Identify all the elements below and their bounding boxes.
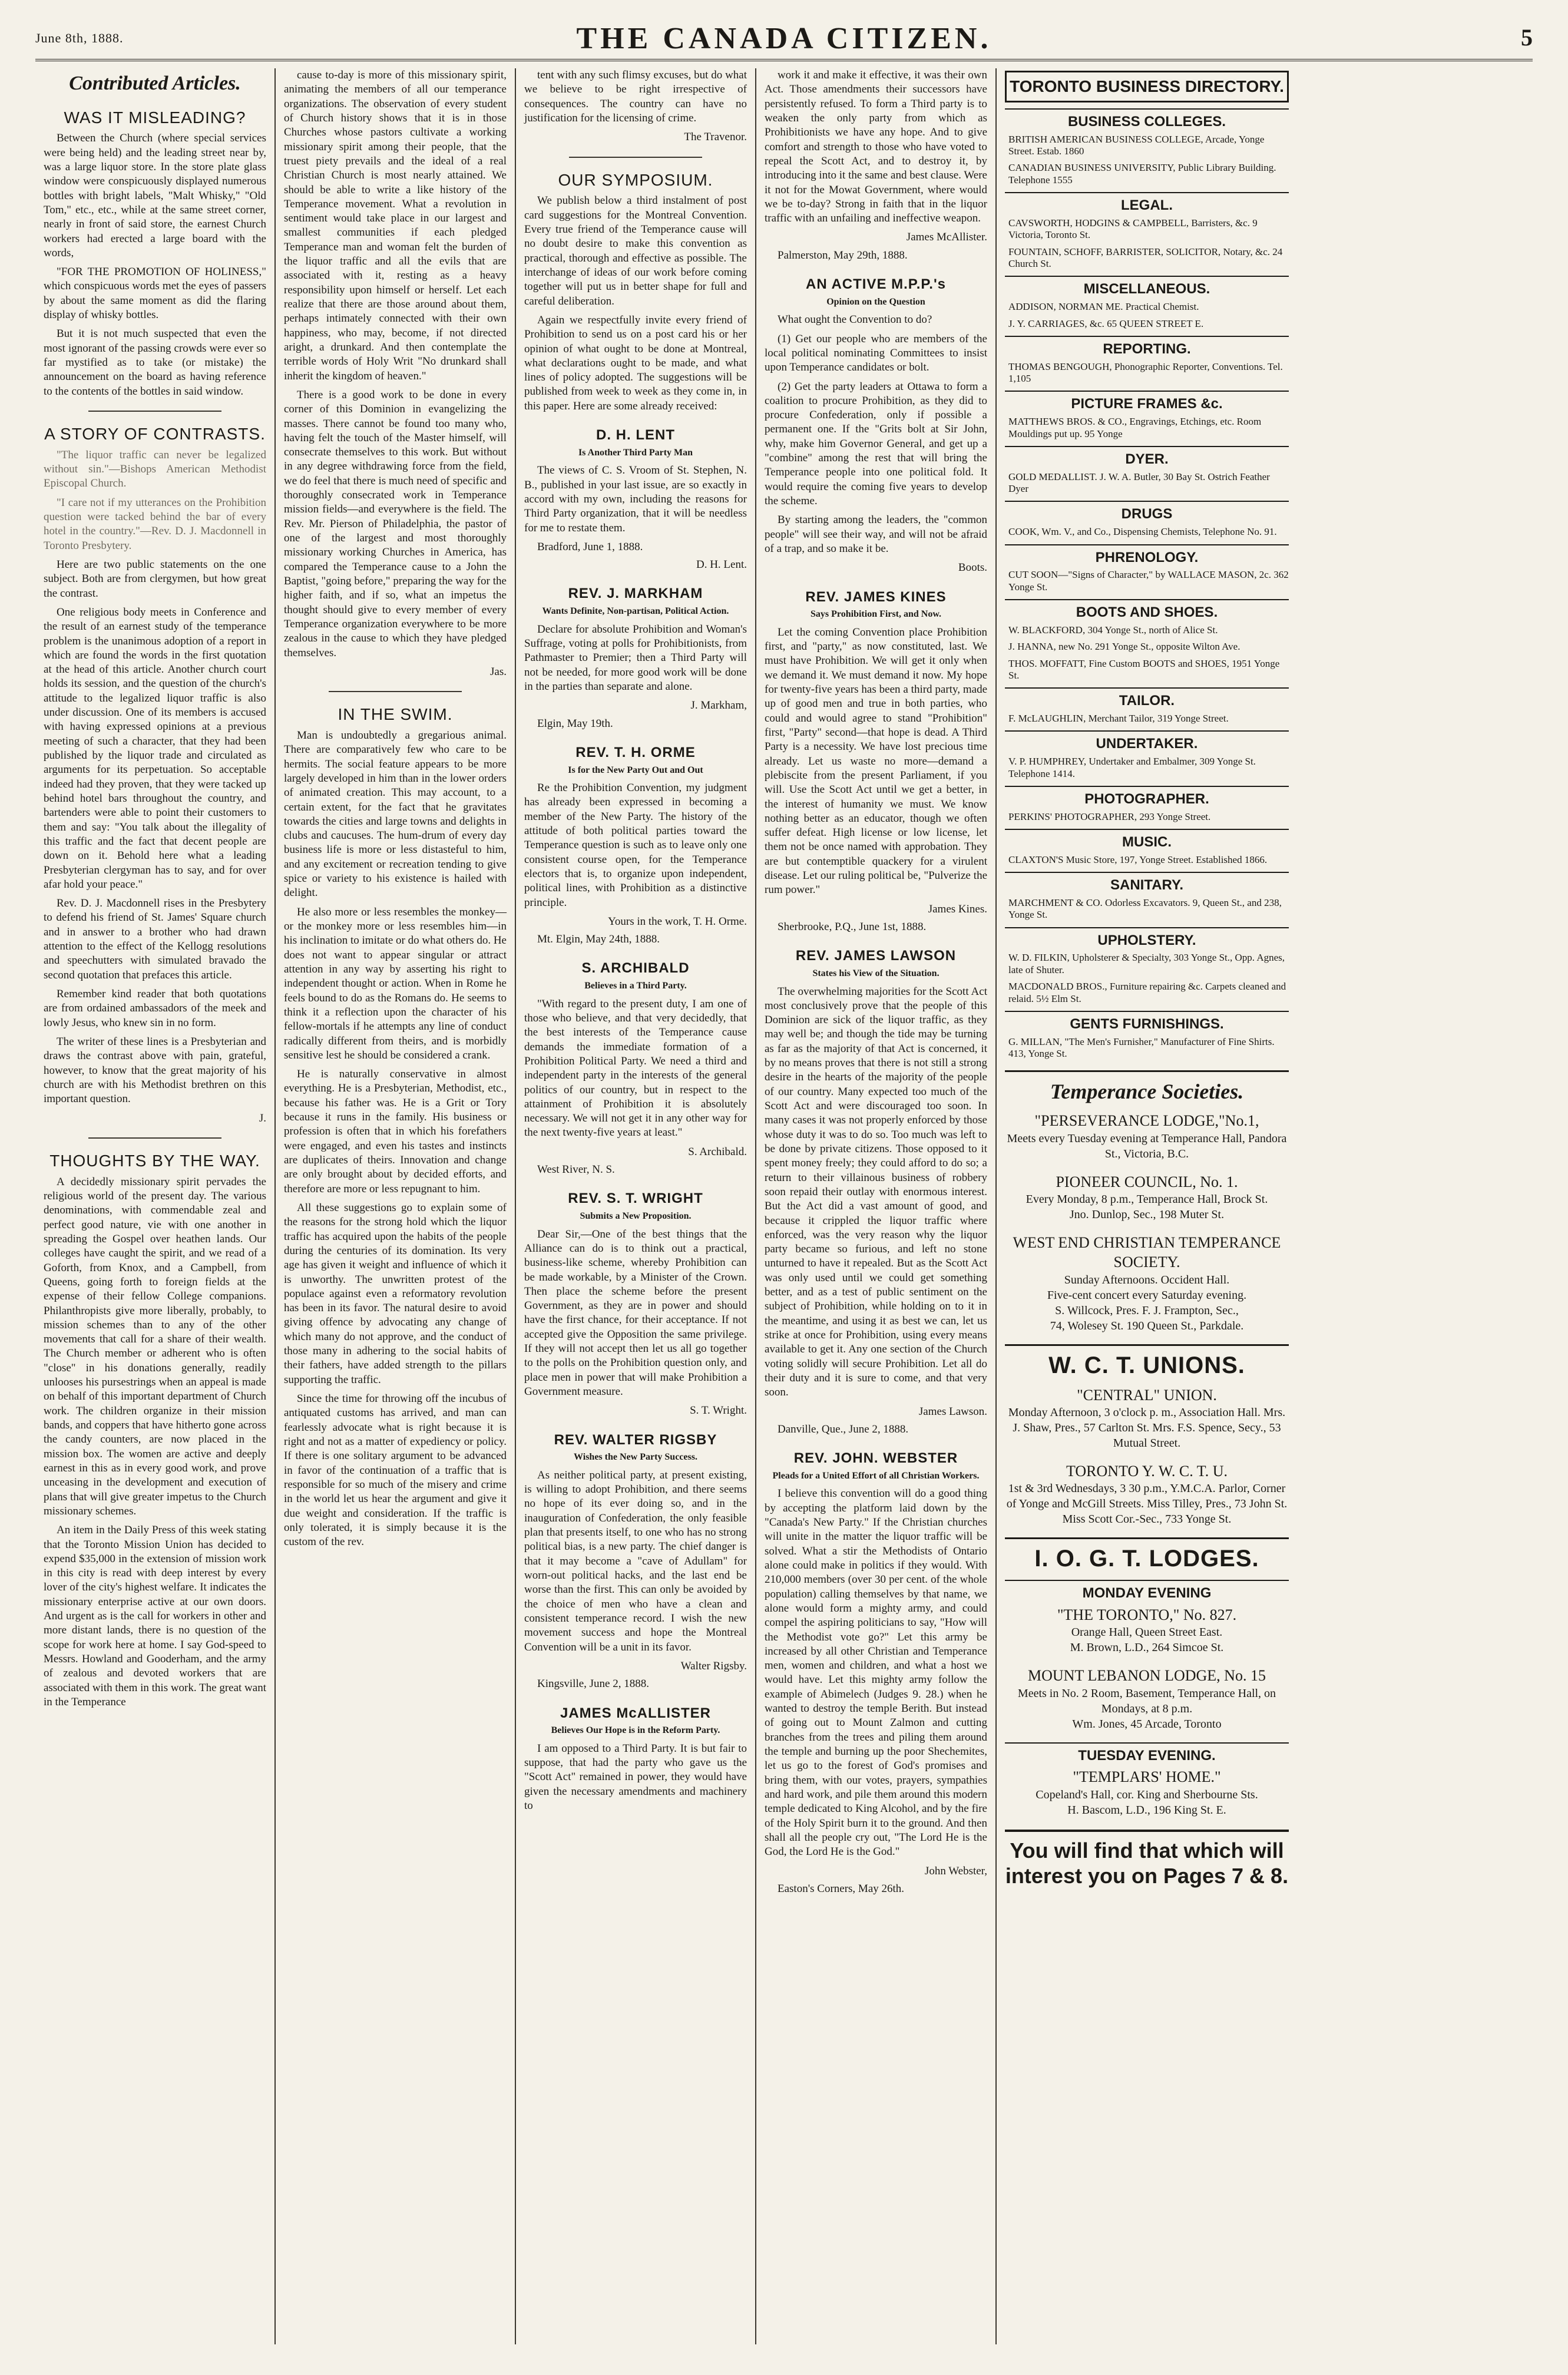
directory-entry: CAVSWORTH, HODGINS & CAMPBELL, Barristers, &c. 9 Victoria, Toronto St. bbox=[1008, 217, 1258, 241]
signature: James Kines. bbox=[928, 902, 987, 915]
monday-list bbox=[1005, 1605, 1289, 1732]
directory-entry: MACDONALD BROS., Furniture repairing &c. Carpets cleaned and relaid. 5½ Elm St. bbox=[1008, 981, 1286, 1004]
article-paragraph: "With regard to the present duty, I am one of those who believe, and that very decidedly, that the best interests of the Temperance cause demands the immediate formation of a Prohibition Political Party. We need a third and independent party in the interests of the general politics of our country, but in respect to the attainment of Prohibition it is absolutely necessary. We will not get it in any other way for the next twenty-five years at least." bbox=[524, 997, 747, 1139]
directory-sections bbox=[1005, 108, 1289, 1060]
signature: D. H. Lent. bbox=[696, 558, 747, 571]
directory-section-title: MISCELLANEOUS. bbox=[1005, 276, 1289, 299]
pages-advertisement: You will find that which will interest you on Pages 7 & 8. bbox=[1005, 1830, 1289, 1888]
contributor-name: REV. JAMES LAWSON bbox=[795, 948, 957, 964]
article-paragraph: A decidedly missionary spirit pervades the religious world of the present day. The various denominations, with commendable zeal and perfect good nature, vie with one another in spreading the Gospel over heathen lands. Our colleges have caught the spirit, and we read of a Goforth, from Knox, and a Campbell, from Queens, going forth to foreign fields at the expense of their fellow College companions. Philanthropists give more liberally, probably, to mission schemes than to any of the other movements that call for a share of their wealth. The Church member or adherent who is often "close" in his donations generally, readily unlooses his pursestrings when an appeal is made on behalf of this important department of Church work. The children organize in their mission bands, and coppers that have hitherto gone across the candy counters, are now placed in the mission box. The women are active and deeply earnest in this as in every good work, and prove unceasing in the development and execution of plans that will give greater impetus to the Church missionary schemes. bbox=[44, 1175, 266, 1517]
article-paragraph: Remember kind reader that both quotations are from ordained ambassadors of the meek and lowly Jesus, who knew sin in no form. bbox=[44, 988, 266, 1029]
article-paragraph: Rev. D. J. Macdonnell rises in the Presbytery to defend his friend of St. James' Square church and in answer to a brother who had drawn attention to the effect of the Kellogg resolutions and speechutters with simulated bravado the second quotation that prefaces this article. bbox=[44, 897, 266, 981]
directory-entry: J. Y. CARRIAGES, &c. 65 QUEEN STREET E. bbox=[1008, 317, 1204, 329]
page-number: 5 bbox=[1521, 24, 1533, 51]
directory-section-title: BOOTS AND SHOES. bbox=[1005, 599, 1289, 622]
directory-entry: CANADIAN BUSINESS UNIVERSITY, Public Library Building. Telephone 1555 bbox=[1008, 162, 1276, 186]
directory-section-title: TAILOR. bbox=[1005, 687, 1289, 710]
directory-section-title: MUSIC. bbox=[1005, 829, 1289, 852]
article-paragraph: "FOR THE PROMOTION OF HOLINESS," which conspicuous words met the eyes of passers by about the same moment as did the flaring display of whisky bottles. bbox=[44, 266, 266, 322]
article-title: WAS IT MISLEADING? bbox=[64, 108, 246, 127]
contributor-name: REV. J. MARKHAM bbox=[568, 586, 703, 602]
article-paragraph: He also more or less resembles the monkey—or the monkey more or less resembles him—in his inclination to imitate or do what others do. He does not want to appear singular or attract attention in any way by asserting his right to independent thought or action. When in Rome he feels bound to do as the Romans do. He seems to think it a reflection upon the character of his fellow-mortals if he attempts any line of conduct radically different from theirs, and is morbidly sensitive lest he should be considered a crank. bbox=[284, 905, 507, 1061]
article-paragraph: Again we respectfully invite every friend of Prohibition to send us on a post card his or her opinion of what ought to be done at Montreal, what declarations ought to be made, and what lines of policy adopted. The suggestions will be published from week to week as they come in, in this paper. Here are some already received: bbox=[524, 313, 747, 412]
contributor-subtitle: Wishes the New Party Success. bbox=[574, 1452, 697, 1463]
signature: James Lawson. bbox=[918, 1405, 987, 1418]
directory-entry: THOMAS BENGOUGH, Phonographic Reporter, Conventions. Tel. 1,105 bbox=[1008, 360, 1283, 384]
society-detail: Five-cent concert every Saturday evening. bbox=[1047, 1288, 1247, 1302]
directory-entry: THOS. MOFFATT, Fine Custom BOOTS and SHOES, 1951 Yonge St. bbox=[1008, 657, 1280, 681]
society-detail: Wm. Jones, 45 Arcade, Toronto bbox=[1072, 1717, 1222, 1731]
article-paragraph: Here are two public statements on the one subject. Both are from clergymen, but how great the contrast. bbox=[44, 558, 266, 600]
society-block bbox=[1005, 1111, 1289, 1161]
society-detail: Sunday Afternoons. Occident Hall. bbox=[1064, 1273, 1230, 1286]
directory-entry: CUT SOON—"Signs of Character," by WALLACE MASON, 2c. 362 Yonge St. bbox=[1008, 569, 1289, 593]
masthead bbox=[35, 18, 1533, 61]
signature: James McAllister. bbox=[906, 231, 987, 244]
dateline: Elgin, May 19th. bbox=[537, 717, 613, 730]
newspaper-title: THE CANADA CITIZEN. bbox=[576, 22, 992, 55]
section-header: Contributed Articles. bbox=[69, 72, 241, 94]
article-paragraph: Re the Prohibition Convention, my judgment has already been expressed in becoming a member of the New Party. The history of the attitude of both political parties toward the Temperance question is such as to leave only one consistent course open, for the Temperance electors that is, to organize upon independent, political lines, with Prohibition as a distinctive principle. bbox=[524, 782, 747, 909]
society-block bbox=[1005, 1172, 1289, 1222]
directory-entry: W. BLACKFORD, 304 Yonge St., north of Alice St. bbox=[1008, 624, 1218, 636]
article-title: OUR SYMPOSIUM. bbox=[558, 170, 713, 189]
tuesday-list bbox=[1005, 1767, 1289, 1817]
contributor-subtitle: Says Prohibition First, and Now. bbox=[811, 609, 941, 620]
article-title: A STORY OF CONTRASTS. bbox=[44, 424, 266, 443]
contributor-name: S. ARCHIBALD bbox=[581, 960, 690, 977]
society-name: MOUNT LEBANON LODGE, No. 15 bbox=[1028, 1667, 1266, 1685]
directory-entry: MATTHEWS BROS. & CO., Engravings, Etchings, etc. Room Mouldings put up. 95 Yonge bbox=[1008, 416, 1262, 439]
contributor-subtitle: Submits a New Proposition. bbox=[580, 1211, 692, 1222]
society-name: WEST END CHRISTIAN TEMPERANCE SOCIETY. bbox=[1013, 1234, 1281, 1271]
contributor-name: D. H. LENT bbox=[596, 427, 675, 444]
directory-section-title: BUSINESS COLLEGES. bbox=[1005, 108, 1289, 131]
contributor-name: AN ACTIVE M.P.P.'s bbox=[806, 276, 946, 293]
article-paragraph: tent with any such flimsy excuses, but do what we believe to be right irrespective of consequences. The country can have no justification for the licensing of crime. bbox=[524, 69, 747, 124]
article-title: THOUGHTS BY THE WAY. bbox=[49, 1151, 260, 1170]
directory-entry: G. MILLAN, "The Men's Furnisher," Manufacturer of Fine Shirts. 413, Yonge St. bbox=[1008, 1036, 1275, 1059]
column-2 bbox=[276, 68, 516, 2344]
article-paragraph: The views of C. S. Vroom of St. Stephen, N. B., published in your last issue, are so exactly in accord with my own, including the reasons for Third Party organization, that it will be needless for me to restate them. bbox=[524, 464, 747, 534]
contributor-subtitle: Pleads for a United Effort of all Christian Workers. bbox=[772, 1470, 980, 1481]
dateline: Kingsville, June 2, 1888. bbox=[537, 1678, 649, 1691]
directory-entry: W. D. FILKIN, Upholsterer & Specialty, 303 Yonge St., Opp. Agnes, late of Shuter. bbox=[1008, 952, 1285, 975]
contributor-subtitle: Opinion on the Question bbox=[826, 296, 925, 307]
dateline: Easton's Corners, May 26th. bbox=[778, 1882, 905, 1895]
article-paragraph: There is a good work to be done in every corner of this Dominion in evangelizing the masses. There cannot be found too many who, having felt the touch of the Master himself, will consecrate themselves to this work. But without in any degree withdrawing force from the field, we do feel that there is much need of specific and thoroughly consecrated work in Temperance mission fields—and everywhere is the field. The Rev. Mr. Pierson of Philadelphia, the pastor of one of the largest and most thoroughly missionary working Churches in America, has compared the Temperance cause to a John the Baptist, "going before," preparing the way for the higher faith, and if so, what an impetus the thought should give to every member of every Temperance organization everywhere to be more zealous in the cause to which they have pledged themselves. bbox=[284, 388, 507, 659]
signature: The Travenor. bbox=[684, 131, 747, 144]
article-paragraph: I believe this convention will do a good thing by accepting the platform laid down by the "Canada's New Party." If the Christian churches will unite in the matter the liquor traffic will be solved. What a stir the Methodists of Ontario alone could make in politics if they would. With 210,000 members (over 30 per cent. of the whole population) calling themselves by that name, we alone would form a mighty army, and could compel the aspiring politicians to say, "How will the Methodist vote go?" Let this army be increased by all other Christian and Temperance men, women and children, and what a host we would have. Let this mighty army follow the example of Abimelech (Judges 9. 28.) when he wanted to destroy the temple Berith. But instead of going out to Mount Zalmon and cutting branches from the trees and piling them around the temple and burning up the poor Shechemites, let us go to the forest of God's promises and bring them, with our votes, prayers, sympathies and hard work, and pile them around this modern temple dedicated to King Alcohol, and by the fire of the Holy Spirit burn it to the ground. And then shall all the people cry out, "The Lord He is the God, the Lord He is the God." bbox=[765, 1487, 987, 1858]
tuesday-header: TUESDAY EVENING. bbox=[1005, 1742, 1289, 1765]
dateline: Sherbrooke, P.Q., June 1st, 1888. bbox=[778, 921, 927, 933]
contributor-name: REV. JAMES KINES bbox=[805, 588, 947, 605]
issue-date: June 8th, 1888. bbox=[35, 31, 124, 45]
monday-header: MONDAY EVENING bbox=[1005, 1580, 1289, 1603]
dateline: Bradford, June 1, 1888. bbox=[537, 540, 643, 553]
directory-section-title: PHRENOLOGY. bbox=[1005, 544, 1289, 567]
article-paragraph: I am opposed to a Third Party. It is but fair to suppose, that had the party who gave us the "Scott Act" remained in power, they would have given the necessary amendments and machinery to bbox=[524, 1742, 747, 1812]
society-name: "CENTRAL" UNION. bbox=[1077, 1386, 1217, 1404]
column-4 bbox=[756, 68, 997, 2344]
society-detail: 74, Wolesey St. 190 Queen St., Parkdale. bbox=[1050, 1319, 1244, 1332]
directory-entry: MARCHMENT & CO. Odorless Excavators. 9, Queen St., and 238, Yonge St. bbox=[1008, 897, 1282, 921]
directory-entry: V. P. HUMPHREY, Undertaker and Embalmer, 309 Yonge St. Telephone 1414. bbox=[1008, 756, 1256, 779]
directory-entry: COOK, Wm. V., and Co., Dispensing Chemists, Telephone No. 91. bbox=[1008, 526, 1277, 538]
society-block bbox=[1005, 1233, 1289, 1334]
contributor-name: REV. WALTER RIGSBY bbox=[554, 1431, 717, 1448]
society-block bbox=[1005, 1666, 1289, 1731]
directory-entry: FOUNTAIN, SCHOFF, BARRISTER, SOLICITOR, Notary, &c. 24 Church St. bbox=[1008, 246, 1283, 269]
society-block bbox=[1005, 1385, 1289, 1451]
contributor-subtitle: Is for the New Party Out and Out bbox=[568, 765, 703, 775]
society-block bbox=[1005, 1461, 1289, 1527]
signature: J. bbox=[259, 1112, 266, 1124]
society-name: PIONEER COUNCIL, No. 1. bbox=[1056, 1173, 1238, 1190]
contributor-subtitle: Believes Our Hope is in the Reform Party. bbox=[551, 1725, 720, 1736]
article-paragraph: By starting among the leaders, the "common people" will see their way, and will not be afraid of a trap, and so make it be. bbox=[765, 514, 987, 555]
directory-entry: ADDISON, NORMAN ME. Practical Chemist. bbox=[1008, 301, 1199, 313]
wctu-header: W. C. T. UNIONS. bbox=[1005, 1344, 1289, 1381]
article-paragraph: Declare for absolute Prohibition and Woman's Suffrage, voting at polls for Prohibitionists, from Pathmaster to Premier; then a Third Party will not be needed, for more good work will be done in the parties than separate and alone. bbox=[524, 623, 747, 693]
society-detail: Orange Hall, Queen Street East. bbox=[1071, 1626, 1223, 1639]
society-detail: Meets every Tuesday evening at Temperance Hall, Pandora St., Victoria, B.C. bbox=[1007, 1132, 1287, 1160]
contributor-subtitle: Believes in a Third Party. bbox=[584, 981, 687, 991]
society-name: TORONTO Y. W. C. T. U. bbox=[1066, 1462, 1228, 1480]
directory-section-title: LEGAL. bbox=[1005, 192, 1289, 215]
article-paragraph: We publish below a third instalment of post card suggestions for the Montreal Convention. Every true friend of the Temperance cause will no doubt desire to make this convention as practical, thorough and effective as possible. The interchange of ideas of our work before coming together will put us in better shape for full and careful deliberation. bbox=[524, 194, 747, 307]
divider bbox=[88, 1137, 222, 1139]
signature: S. T. Wright. bbox=[690, 1404, 747, 1417]
signature: Walter Rigsby. bbox=[680, 1659, 747, 1672]
article-paragraph: As neither political party, at present existing, is willing to adopt Prohibition, and there seems no hope of its ever doing so, and in the inauguration of Confederation, the only feasible plan that presents itself, to one who has no strong political bias, is a new party. The chief danger is that it may become a "cave of Adullam" for worn-out political hacks, and the last end be worse than the first. This can only be avoided by the choice of men who have a clean and consistent temperance record. I wish the new movement success and hope the Montreal Convention will be a unit in its favor. bbox=[524, 1468, 747, 1653]
article-paragraph: (2) Get the party leaders at Ottawa to form a coalition to procure Prohibition, as they did to procure Confederation, only if possible a permanent one. If the "Grits bolt at Sir John, why, make him Governor General, and get up a "combine" among the rest that will bring the Temperance people into one political fold. It would require the coming five years to develop the scheme. bbox=[765, 380, 987, 507]
column-3 bbox=[516, 68, 756, 2344]
directory-entry: GOLD MEDALLIST. J. W. A. Butler, 30 Bay St. Ostrich Feather Dyer bbox=[1008, 471, 1270, 494]
article-paragraph: The writer of these lines is a Presbyterian and draws the contrast above with pain, grateful, however, to know that the great majority of his church are with his Methodist brethren on this important question. bbox=[44, 1035, 266, 1106]
dateline: Mt. Elgin, May 24th, 1888. bbox=[537, 933, 660, 946]
business-directory bbox=[997, 68, 1292, 2344]
article-paragraph: He is naturally conservative in almost everything. He is a Presbyterian, Methodist, etc., because his father was. He is a Grit or Tory because it runs in the family. His business or profession is often that in which his forefathers were engaged, and even his tastes and instincts are duplicates of theirs. Innovation and change are only brought about by decided efforts, and therefore are more or less repugnant to him. bbox=[284, 1068, 507, 1195]
society-detail: M. Brown, L.D., 264 Simcoe St. bbox=[1070, 1641, 1224, 1655]
society-detail: 1st & 3rd Wednesdays, 3 30 p.m., Y.M.C.A. Parlor, Corner of Yonge and McGill Streets. Miss Tilley, Pres., 73 John St. Miss Scott Cor.-Sec., 733 Yonge St. bbox=[1006, 1482, 1288, 1526]
society-name: "THE TORONTO," No. 827. bbox=[1057, 1606, 1237, 1624]
directory-title: TORONTO BUSINESS DIRECTORY. bbox=[1005, 71, 1289, 102]
directory-section-title: PHOTOGRAPHER. bbox=[1005, 786, 1289, 809]
society-name: "TEMPLARS' HOME." bbox=[1073, 1768, 1221, 1786]
society-name: "PERSEVERANCE LODGE,"No.1, bbox=[1034, 1112, 1259, 1130]
quotation-block: "I care not if my utterances on the Prohibition question were tacked behind the bar of every hotel in the country."—Rev. D. J. Macdonnell in Toronto Presbytery. bbox=[44, 496, 266, 552]
contributor-name: JAMES McALLISTER bbox=[560, 1705, 712, 1721]
dateline: Palmerston, May 29th, 1888. bbox=[778, 249, 908, 262]
signature: Boots. bbox=[958, 561, 987, 574]
divider bbox=[329, 691, 462, 692]
article-paragraph: work it and make it effective, it was their own Act. Those amendments their successors have persistently refused. To form a Third party is to weaken the only party from which as Prohibitionists we have any hope. And to give comfort and strength to those who have voted to repeal the Scott Act, and to destroy it, by introducing into it the same and best clause. Were it not for the Mowat Government, where would we be to-day? Strong in faith that in the liquor traffic with an unfailing and ineffective weapon. bbox=[765, 69, 987, 225]
divider bbox=[569, 157, 703, 158]
societies-list bbox=[1005, 1111, 1289, 1333]
article-paragraph: The overwhelming majorities for the Scott Act most conclusively prove that the people of this Dominion are sick of the liquor traffic, as they may well be; and though the tide may be turning as far as the majority of that Act is concerned, it by no means proves that there is not still a strong desire in the hearts of the majority of the people of our country. Many expected too much of the Scott Act and were discouraged too soon. In many cases it was not properly enforced by those whose duty it was to do so. Too much was left to be done by private citizens. Those opposed to it spent money freely; they could afford to do so; a return to their villainous business of robbery soon repaid their outlay with enormous interest. But the Act did a vast amount of good, and because it crippled the liquor traffic where enforced, was the very reason why the liquor party became so furious, and left no stone unturned to have it repealed. But as the Scott Act was only used until we could get something better, and as a test of public sentiment on the subject of Prohibition, while holding on to it in the meantime, and using it as best we can, let us strike at once for Prohibition, using every means available to get it. Any one section of the Church voting solidly will secure Prohibition. Let all do their duty and it is sure to come, and that very soon. bbox=[765, 985, 987, 1399]
directory-section-title: SANITARY. bbox=[1005, 872, 1289, 895]
signature: John Webster, bbox=[924, 1864, 987, 1877]
article-paragraph: What ought the Convention to do? bbox=[778, 313, 932, 326]
directory-section-title: UNDERTAKER. bbox=[1005, 730, 1289, 753]
society-detail: Meets in No. 2 Room, Basement, Temperance Hall, on Mondays, at 8 p.m. bbox=[1017, 1686, 1276, 1715]
signature: J. Markham, bbox=[690, 699, 747, 712]
signature: S. Archibald. bbox=[688, 1145, 747, 1158]
article-paragraph: Dear Sir,—One of the best things that the Alliance can do is to think out a practical, business-like scheme, whereby Prohibition can be made workable, by a Minister of the Crown. Then place the scheme before the present Government, as they are in power and should have the first chance, for their acceptance. If not accepted give the Opposition the same privilege. If they will not accept then let us all go together to the polls on the Prohibition question only, and place men in power that will make Prohibition a Government measure. bbox=[524, 1228, 747, 1398]
society-detail: Copeland's Hall, cor. King and Sherbourne Sts. bbox=[1036, 1788, 1258, 1801]
directory-section-title: DYER. bbox=[1005, 446, 1289, 469]
wctu-list bbox=[1005, 1385, 1289, 1527]
article-paragraph: An item in the Daily Press of this week stating that the Toronto Mission Union has decided to expend $35,000 in the extension of mission work in this city is read with deep interest by every lover of the city's highest welfare. It indicates the missionary enterprise active at our own doors. And urgent as is the call for workers in other and more distant lands, there is no question of the scope for work here at home. I say God-speed to Messrs. Howland and Gooderham, and the army of zealous and devoted workers that are associated with them in this work. The great want in the Temperance bbox=[44, 1524, 266, 1708]
directory-entry: PERKINS' PHOTOGRAPHER, 293 Yonge Street. bbox=[1008, 811, 1211, 822]
dateline: West River, N. S. bbox=[537, 1163, 615, 1176]
article-paragraph: Let the coming Convention place Prohibition first, and "party," as now constituted, last. We must have Prohibition. We will get it only when we demand it. We must demand it now. My hope for twenty-five years has been a third party, made up of good men and true in both parties, who could and would agree to stand "Prohibition" first, "Party" second—that hope is dead. A Third Party is a necessity. We have lost precious time already. Let us waste no more—demand a plebiscite from the present Parliament, if you will. Use the Scott Act until we get a better, in the interest of humanity we must. We know nothing better as an educator, though we often suffer defeat. High license or low license, let them not be once named with approbation. They are but contemptible quackery for a virulent disease. Let our ruling political be, "Pulverize the rum power." bbox=[765, 626, 987, 897]
contributor-subtitle: Wants Definite, Non-partisan, Political Action. bbox=[542, 606, 729, 617]
contributor-name: REV. S. T. WRIGHT bbox=[568, 1190, 703, 1207]
society-detail: Every Monday, 8 p.m., Temperance Hall, Brock St. bbox=[1026, 1193, 1268, 1206]
signature: Yours in the work, T. H. Orme. bbox=[608, 915, 747, 928]
contributor-subtitle: Is Another Third Party Man bbox=[578, 447, 693, 458]
article-paragraph: cause to-day is more of this missionary spirit, animating the members of all our temperance organizations. The observation of every student of Church history shows that it is in those Churches whose pastors cultivate a working missionary spirit among their people, that the truest piety prevails and the ideal of a real Christian Church is most nearly attained. We should be able to write a like history of the Temperance movement. What a revolution in sentiment would take place in our largest and smallest communities if each pledged Temperance man and woman felt the burden of the liquor traffic and all the evils that are associated with it, resting as a heavy responsibility upon himself or herself. Let each realize that there are those around about them, perhaps intimately connected with their own happiness, who may, become, if not directed aright, a drunkard. And then contemplate the terrible words of Holy Writ "No drunkard shall inherit the kingdom of heaven." bbox=[284, 69, 507, 382]
society-block bbox=[1005, 1767, 1289, 1817]
article-paragraph: Between the Church (where special services were being held) and the leading street near by, was a large liquor store. In the store plate glass window were conspicuously displayed numerous bottles with bright labels, "Malt Whisky," "Old Tom," etc., etc., while at the same street corner, nearly in front of said store, the earnest Church workers had erected a large board with the words, bbox=[44, 132, 266, 259]
society-detail: S. Willcock, Pres. F. J. Frampton, Sec., bbox=[1055, 1304, 1239, 1317]
directory-section-title: REPORTING. bbox=[1005, 336, 1289, 359]
directory-section-title: GENTS FURNISHINGS. bbox=[1005, 1011, 1289, 1034]
article-paragraph: Since the time for throwing off the incubus of antiquated customs has arrived, and man can fearlessly advocate what is right because it is right and not as a matter of expediency or policy. If there is one solitary argument to be advanced in favor of the continuation of a traffic that is responsible for so much of the misery and crime in the world let us hear the argument and give it due weight and consideration. If the traffic is only tolerated, it is simply because it is the custom of the rev. bbox=[284, 1392, 507, 1549]
article-title: IN THE SWIM. bbox=[338, 705, 453, 724]
dateline: Danville, Que., June 2, 1888. bbox=[778, 1423, 909, 1435]
directory-entry: CLAXTON'S Music Store, 197, Yonge Street. Established 1866. bbox=[1008, 854, 1268, 865]
contributor-name: REV. T. H. ORME bbox=[575, 744, 696, 760]
society-detail: Jno. Dunlop, Sec., 198 Muter St. bbox=[1069, 1208, 1225, 1221]
newspaper-page bbox=[35, 18, 1533, 2344]
article-paragraph: One religious body meets in Conference and the result of an earnest study of the temperance problem is the unanimous adoption of a report in which are found the words in the first quotation at the head of this article. Another church court holds its session, and the question of the church's attitude to the legalized liquor traffic is also under discussion. One of its members is accused with having expressed opinions at a previous meeting of such a character, that they had been published by the liquor trade and circulated as arguments for its perpetuation. So acceptable indeed had they proven, that they were tacked up behind hotel bars throughout the country, and bartenders were able to point their customers to them and say: "You talk about the illegality of this traffic and the fact that decent people are down on it. Behold here what a leading Presbyterian clergyman has to say, and for over afar hold your peace." bbox=[44, 606, 266, 891]
society-block bbox=[1005, 1605, 1289, 1655]
column-1 bbox=[35, 68, 276, 2344]
article-paragraph: But it is not much suspected that even the most ignorant of the passing crowds were ever so far mystified as to take (or mistake) the announcement on the board as having reference to the contents of the bottles in said window. bbox=[44, 328, 266, 398]
columns bbox=[35, 68, 1533, 2344]
directory-section-title: PICTURE FRAMES &c. bbox=[1005, 391, 1289, 414]
directory-section-title: DRUGS bbox=[1005, 501, 1289, 524]
signature: Jas. bbox=[490, 665, 507, 678]
contributor-name: REV. JOHN. WEBSTER bbox=[793, 1450, 958, 1467]
society-detail: H. Bascom, L.D., 196 King St. E. bbox=[1067, 1803, 1226, 1817]
contributor-subtitle: States his View of the Situation. bbox=[812, 968, 940, 979]
article-paragraph: All these suggestions go to explain some of the reasons for the strong hold which the liquor traffic has acquired upon the habits of the people during the centuries of its domination. Its very age has given it weight and influence of which it is unworthy. The unwritten protest of the populace against even a reformatory revolution has been in its favor. The natural desire to avoid giving offence by advocating any change of which many do not approve, and the conduct of those many in adhering to the social habits of their fathers, have added strength to the pillars supporting the traffic. bbox=[284, 1201, 507, 1386]
divider bbox=[88, 411, 222, 412]
directory-entry: J. HANNA, new No. 291 Yonge St., opposite Wilton Ave. bbox=[1008, 641, 1240, 653]
directory-section-title: UPHOLSTERY. bbox=[1005, 927, 1289, 950]
directory-entry: BRITISH AMERICAN BUSINESS COLLEGE, Arcade, Yonge Street. Estab. 1860 bbox=[1008, 133, 1265, 157]
societies-header: Temperance Societies. bbox=[1005, 1070, 1289, 1105]
article-paragraph: Man is undoubtedly a gregarious animal. There are comparatively few who care to be hermits. The social feature appears to be more largely developed in him than in the lower orders of animated creation. This may account, to a certain extent, for the fact that he gravitates towards the cities and large towns and delights in clubs and caucuses. The hum-drum of every day business life is more or less distasteful to him, and any excitement or recreation tending to give spice or variety to his existence is hailed with delight. bbox=[284, 729, 507, 899]
iogt-header: I. O. G. T. LODGES. bbox=[1005, 1537, 1289, 1574]
quotation-block: "The liquor traffic can never be legalized without sin."—Bishops American Methodist Episcopal Church. bbox=[44, 448, 266, 490]
society-detail: Monday Afternoon, 3 o'clock p. m., Association Hall. Mrs. J. Shaw, Pres., 57 Carlton St. Mrs. F.S. Spence, Secy., 53 Mutual Street. bbox=[1008, 1405, 1286, 1450]
directory-entry: F. McLAUGHLIN, Merchant Tailor, 319 Yonge Street. bbox=[1008, 713, 1229, 724]
article-paragraph: (1) Get our people who are members of the local political nominating Committees to insist upon Temperance candidates or bolt. bbox=[765, 332, 987, 374]
